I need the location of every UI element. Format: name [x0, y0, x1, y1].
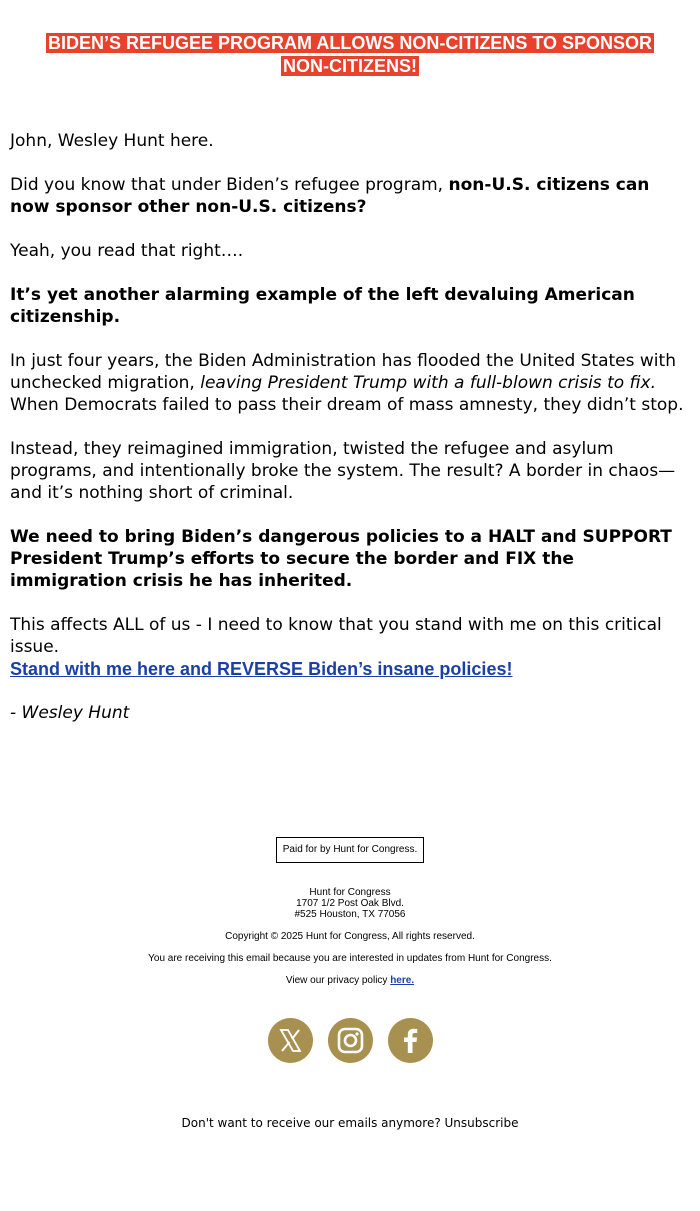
- paid-for-disclaimer: Paid for by Hunt for Congress.: [276, 837, 424, 863]
- privacy-notice: [0, 975, 700, 986]
- cta-paragraph: [10, 658, 690, 681]
- paragraph-refugee-program: [10, 174, 690, 218]
- paragraph-halt: We need to bring Biden’s dangerous policies to a HALT and SUPPORT President Trump’s efforts to secure the border and FIX the immigration crisis he has inherited.: [10, 527, 672, 591]
- unsubscribe-link[interactable]: Don't want to receive our emails anymore? Unsubscribe: [181, 1116, 519, 1130]
- paragraph-text: In just four years, the Biden Administration has flooded the United States with unchecked migration,: [10, 351, 676, 393]
- paragraph-text: Did you know that under Biden’s refugee program,: [10, 175, 449, 195]
- cta-link[interactable]: Stand with me here and REVERSE Biden’s insane policies!: [10, 659, 513, 679]
- address-line: 1707 1/2 Post Oak Blvd.: [296, 898, 404, 909]
- facebook-icon: [388, 1018, 433, 1063]
- headline-line-1: BIDEN’S REFUGEE PROGRAM ALLOWS NON-CITIZENS TO SPONSOR: [47, 33, 653, 53]
- paragraph-italic-text: leaving President Trump with a full-blown crisis to fix.: [200, 373, 656, 393]
- instagram-icon: [328, 1018, 373, 1063]
- receiving-notice: You are receiving this email because you are interested in updates from Hunt for Congress.: [148, 953, 552, 964]
- copyright: Copyright © 2025 Hunt for Congress, All rights reserved.: [225, 931, 475, 942]
- address-line: Hunt for Congress: [309, 887, 391, 898]
- privacy-text: View our privacy policy: [285, 975, 391, 986]
- paragraph-text: When Democrats failed to pass their dream of mass amnesty, they didn’t stop.: [10, 395, 684, 415]
- footer-address: [0, 887, 700, 920]
- address-line: #525 Houston, TX 77056: [294, 909, 406, 920]
- paragraph-reimagined: Instead, they reimagined immigration, twisted the refugee and asylum programs, and intentionally broke the system. The result? A border in chaos—and it’s nothing short of criminal.: [10, 439, 676, 503]
- signature: - Wesley Hunt: [10, 703, 130, 723]
- social-links: [268, 1018, 434, 1064]
- facebook-social-button[interactable]: [388, 1018, 433, 1063]
- greeting: John, Wesley Hunt here.: [10, 131, 214, 151]
- privacy-link[interactable]: here.: [390, 975, 415, 986]
- x-icon: [268, 1018, 313, 1063]
- paragraph-read-right: Yeah, you read that right….: [10, 241, 244, 261]
- paragraph-bold-text: non-U.S. citizens can now sponsor other non-U.S. citizens?: [10, 175, 650, 217]
- instagram-social-button[interactable]: [328, 1018, 373, 1063]
- paragraph-four-years: [10, 350, 690, 416]
- headline-line-2: NON-CITIZENS!: [283, 56, 417, 76]
- x-social-button[interactable]: [268, 1018, 313, 1063]
- paragraph-alarming: It’s yet another alarming example of the left devaluing American citizenship.: [10, 285, 635, 327]
- paragraph-affects-all: This affects ALL of us - I need to know that you stand with me on this critical issue.: [10, 615, 662, 657]
- headline: [10, 32, 690, 78]
